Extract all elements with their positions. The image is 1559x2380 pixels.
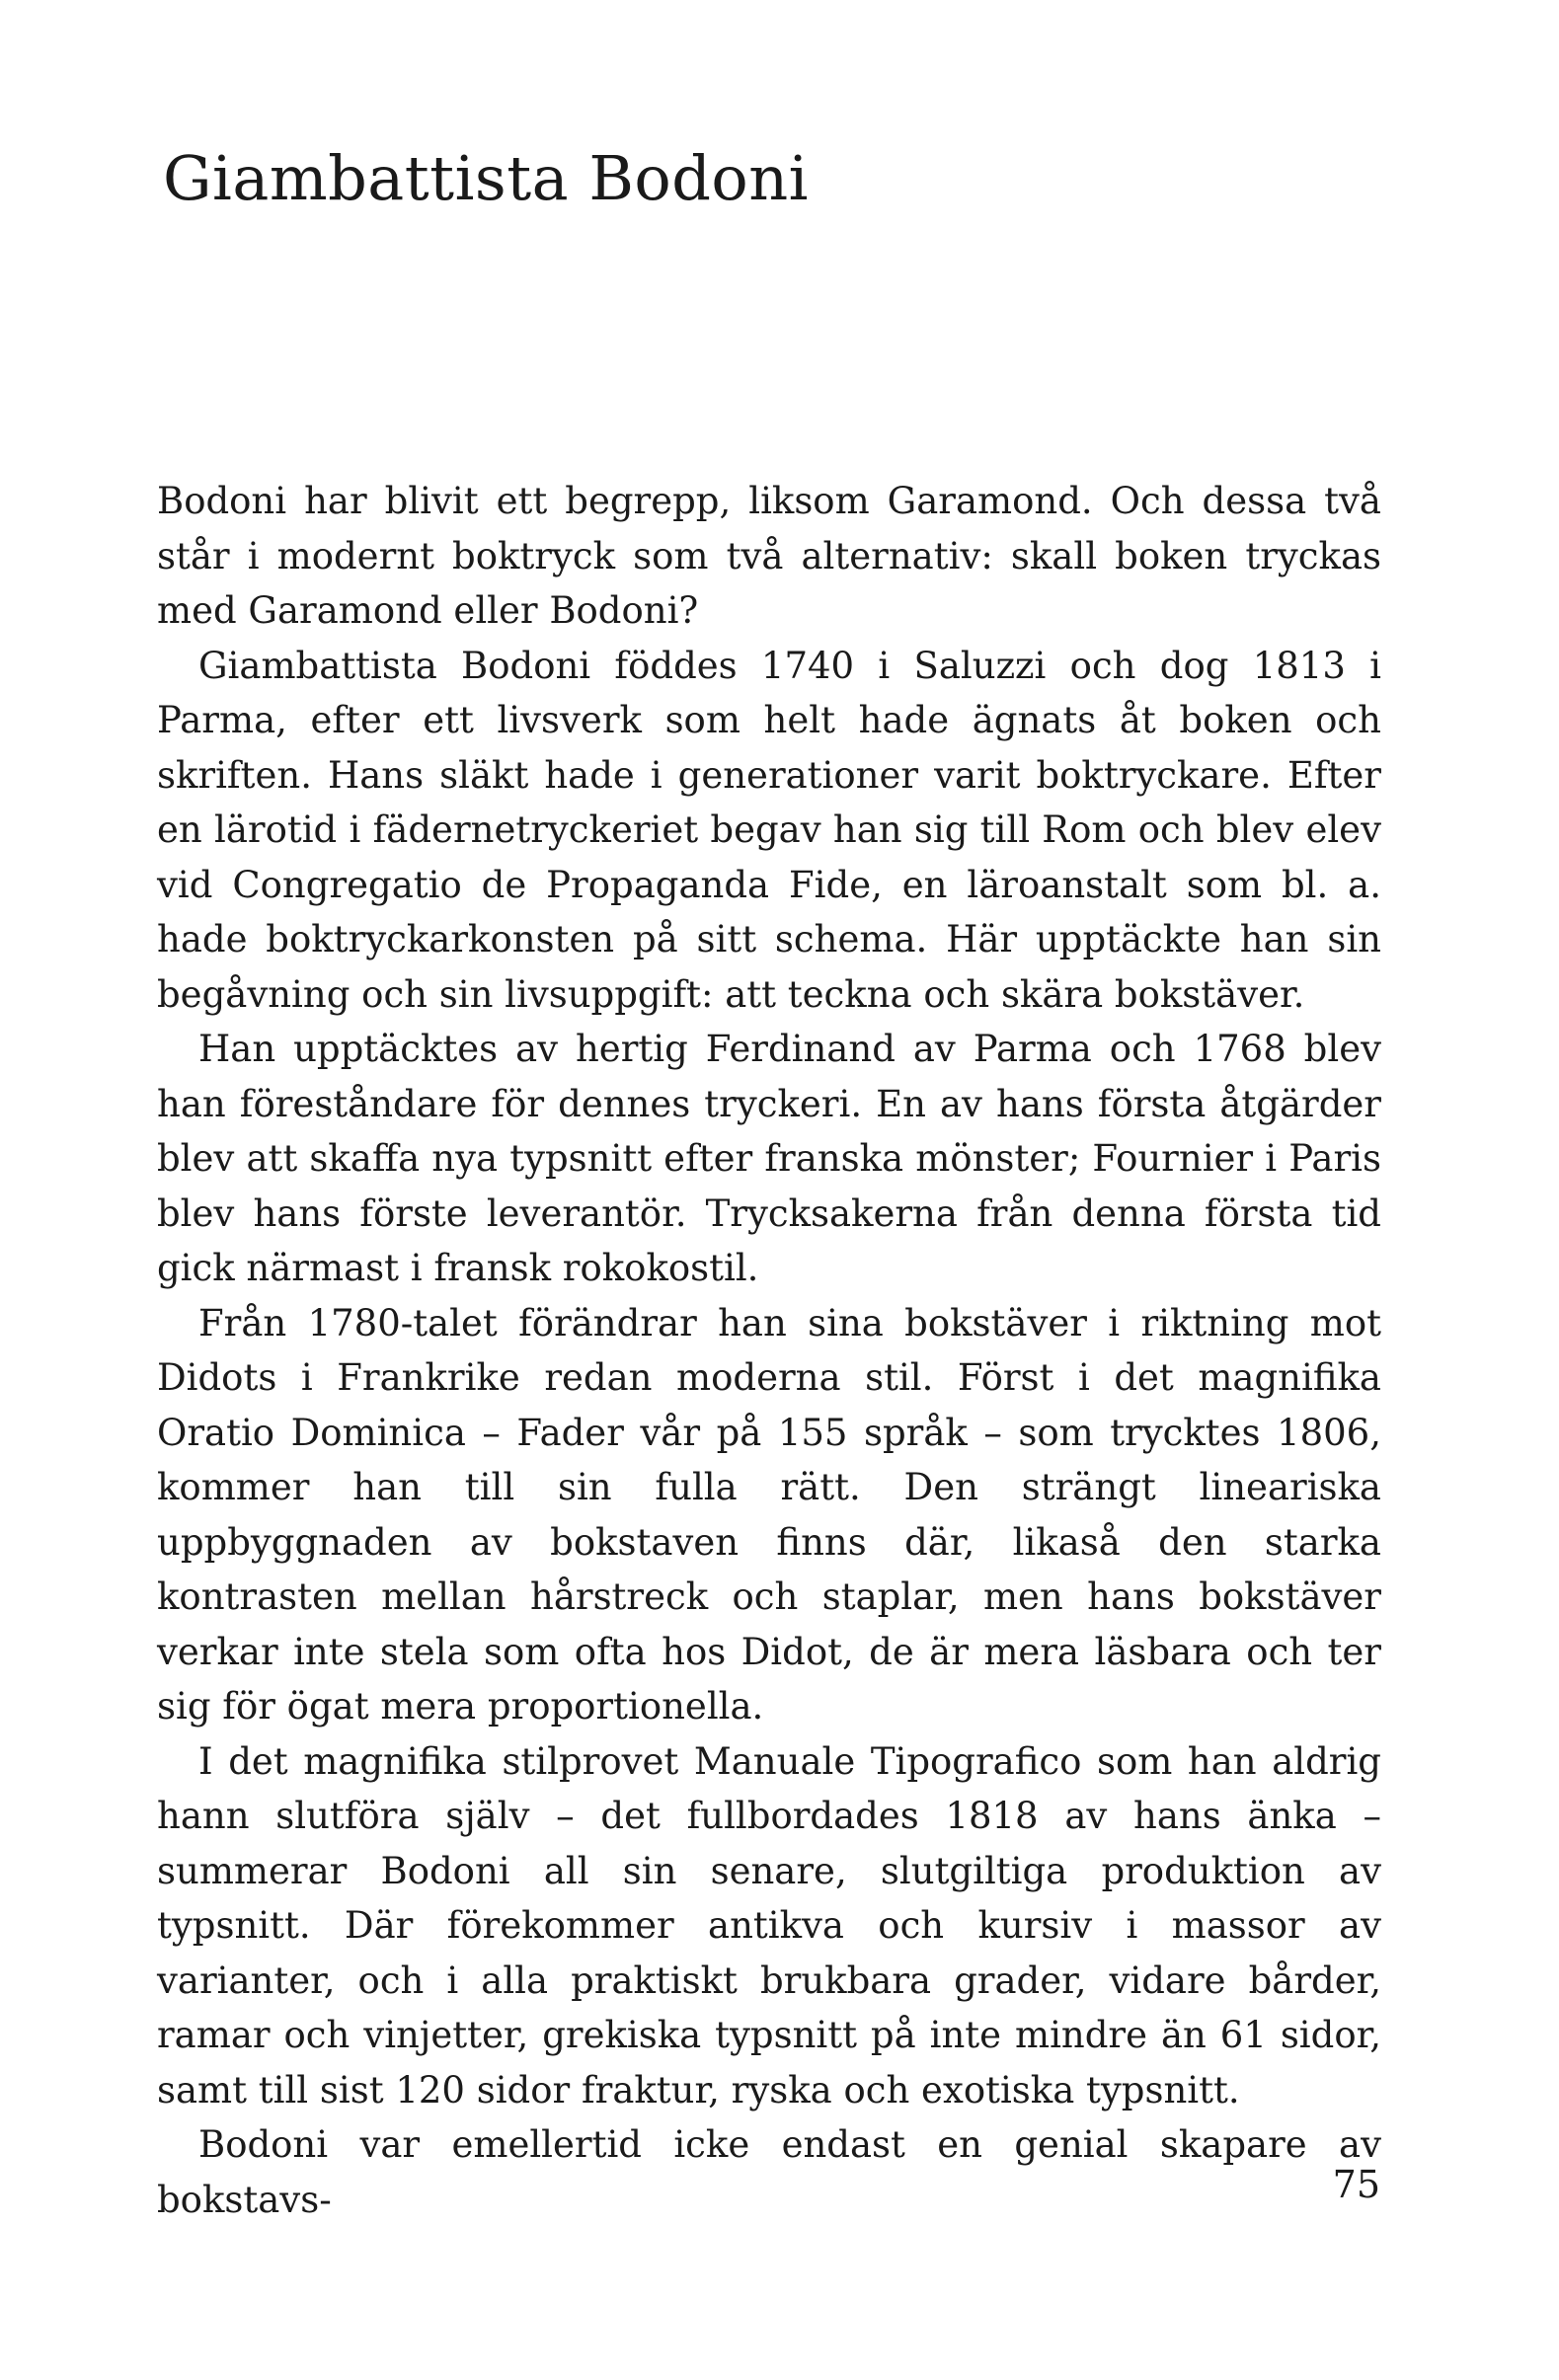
page-number: 75 (1332, 2163, 1380, 2206)
paragraph-2: Giambattista Bodoni föddes 1740 i Saluzzi och dog 1813 i Parma, efter ett livsverk som helt hade ägnats åt boken och skriften. Hans släkt hade i generationer varit boktryckare. Efter en lärotid i fädernetryckeriet begav han sig till Rom och blev elev vid Congregatio de Propaganda Fide, en läroanstalt som bl. a. hade boktryckarkonsten på sitt schema. Här upptäckte han sin begåvning och sin livsuppgift: att teckna och skära bokstäver. (157, 644, 1381, 1016)
page-title: Giambattista Bodoni (163, 142, 809, 214)
paragraph-6: Bodoni var emellertid icke endast en genial skapare av bokstavs- (157, 2123, 1381, 2221)
body-text (157, 474, 1381, 2227)
paragraph-5: I det magnifika stilprovet Manuale Tipografico som han aldrig hann slutföra själv – det fullbordades 1818 av hans änka – summerar Bodoni all sin senare, slutgiltiga produktion av typsnitt. Där förekommer antikva och kursiv i massor av varianter, och i alla praktiskt brukbara grader, vidare bårder, ramar och vinjetter, grekiska typsnitt på inte mindre än 61 sidor, samt till sist 120 sidor fraktur, ryska och exotiska typsnitt. (157, 1739, 1381, 2111)
paragraph-4: Från 1780-talet förändrar han sina bokstäver i riktning mot Didots i Frankrike redan moderna stil. Först i det magnifika Oratio Dominica – Fader vår på 155 språk – som trycktes 1806, kommer han till sin fulla rätt. Den strängt lineariska uppbyggnaden av bokstaven finns där, likaså den starka kontrasten mellan hårstreck och staplar, men hans bokstäver verkar inte stela som ofta hos Didot, de är mera läsbara och ter sig för ögat mera proportionella. (157, 1301, 1381, 1727)
paragraph-1: Bodoni har blivit ett begrepp, liksom Garamond. Och dessa två står i modernt boktryck som två alternativ: skall boken tryckas med Garamond eller Bodoni? (157, 480, 1381, 632)
paragraph-3: Han upptäcktes av hertig Ferdinand av Parma och 1768 blev han föreståndare för dennes tryckeri. En av hans första åtgärder blev att skaffa nya typsnitt efter franska mönster; Fournier i Paris blev hans förste leverantör. Trycksakerna från denna första tid gick närmast i fransk rokokostil. (157, 1028, 1381, 1289)
